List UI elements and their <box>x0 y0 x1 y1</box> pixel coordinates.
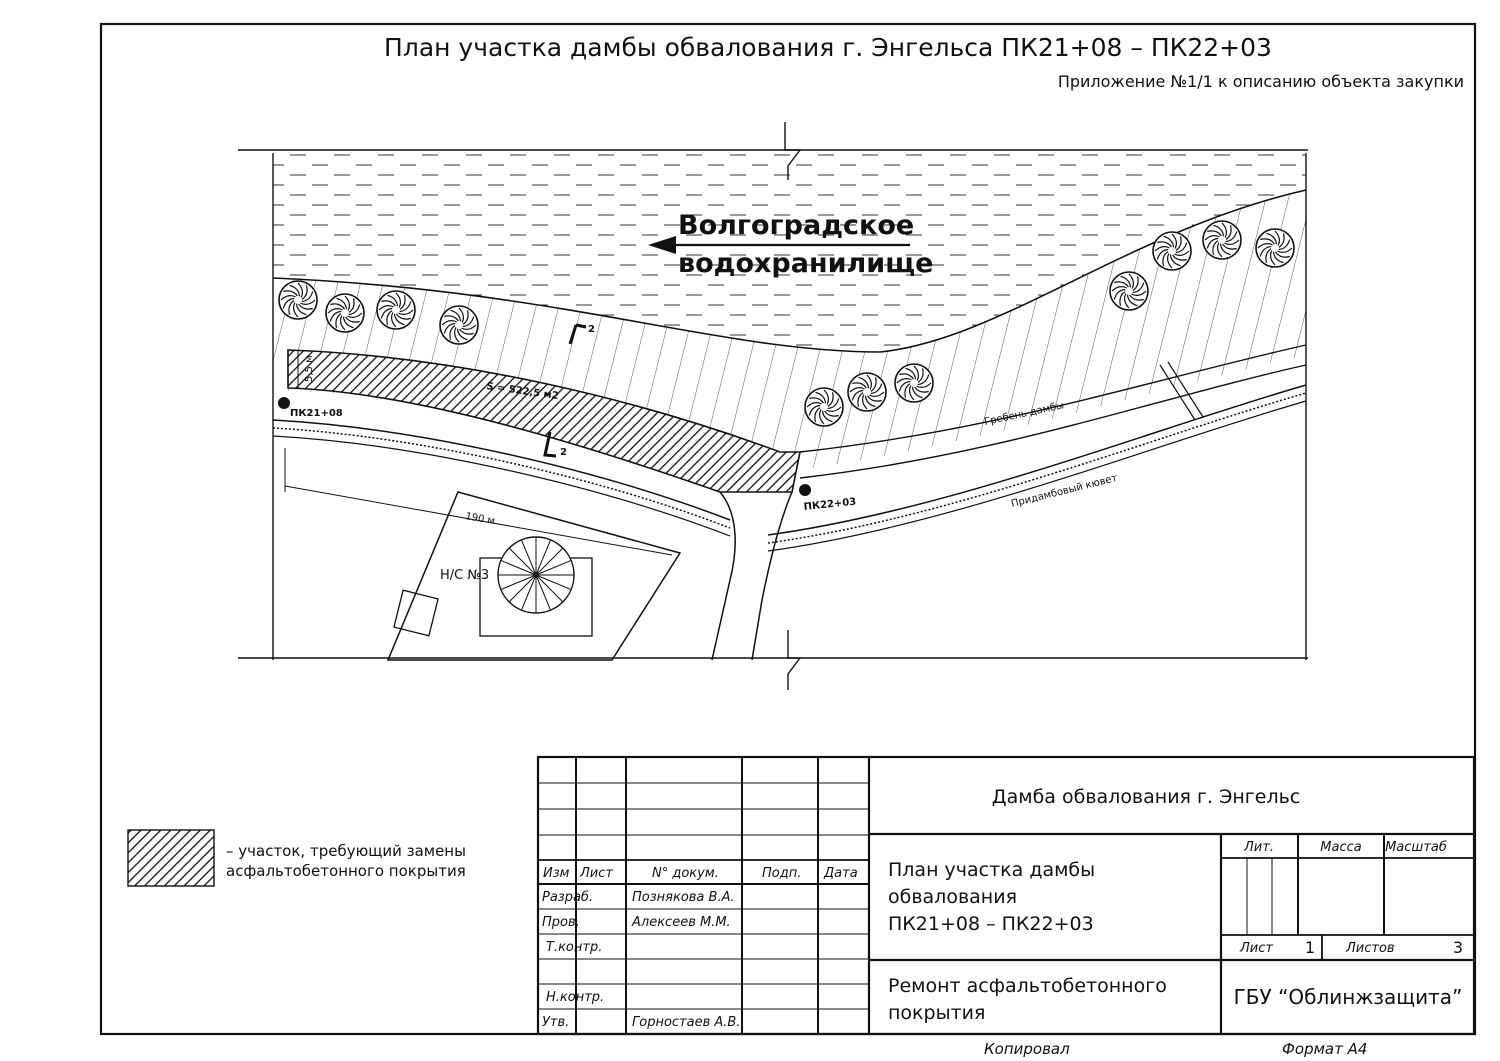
legend-text-1: – участок, требующий замены <box>226 842 466 860</box>
stamp-sheet-title-2: обвалования <box>888 886 1017 908</box>
length-label: 190 м <box>464 511 496 528</box>
role-2: Пров. <box>542 915 580 930</box>
role-3: Т.контр. <box>546 940 603 955</box>
footer-format: Формат А4 <box>1282 1040 1368 1058</box>
tree-icon <box>377 291 415 329</box>
footer-copied: Копировал <box>984 1040 1070 1058</box>
break-mark-bottom <box>788 630 800 690</box>
stamp-sheet-value: 1 <box>1304 938 1316 957</box>
reservoir-label-2: водохранилище <box>678 248 934 279</box>
tree-icon <box>1203 221 1241 259</box>
name-6: Горностаев А.В. <box>632 1015 741 1030</box>
station-label: Н/С №3 <box>440 568 490 583</box>
tree-icon <box>1110 272 1148 310</box>
access-road-right <box>752 492 792 660</box>
tree-icon <box>440 306 478 344</box>
hdr-izm: Изм <box>543 866 570 881</box>
stamp-scale: Масштаб <box>1385 840 1447 855</box>
stamp-sheet-title-1: План участка дамбы <box>888 859 1096 881</box>
area-label: S = 522,5 м2 <box>485 381 560 403</box>
pk-start-marker <box>278 397 290 409</box>
stamp-lit: Лит. <box>1244 840 1274 855</box>
tree-icon <box>326 294 364 332</box>
reservoir-label-1: Волгоградское <box>678 210 915 241</box>
hdr-podp: Подп. <box>762 866 802 881</box>
ditch-label: Придамбовый кювет <box>1010 472 1119 510</box>
stamp-sheet-title-3: ПК21+08 – ПК22+03 <box>888 913 1094 935</box>
legend-swatch <box>128 830 214 886</box>
tree-icon <box>279 281 317 319</box>
tree-icon <box>848 373 886 411</box>
tree-icon <box>805 388 843 426</box>
hdr-doc: N° докум. <box>652 866 719 881</box>
appendix-note: Приложение №1/1 к описанию объекта закупки <box>1057 72 1464 91</box>
hdr-date: Дата <box>824 866 858 881</box>
stamp-sheets-value: 3 <box>1452 938 1464 957</box>
tree-icon <box>895 364 933 402</box>
name-2: Алексеев М.М. <box>632 915 731 930</box>
role-6: Утв. <box>542 1015 570 1030</box>
stamp-object: Дамба обвалования г. Энгельс <box>991 786 1301 808</box>
stamp-org: ГБУ “Облинжзащита” <box>1233 985 1463 1009</box>
drawing-title: План участка дамбы обвалования г. Энгельса ПК21+08 – ПК22+03 <box>384 33 1272 62</box>
stamp-sheet-label: Лист <box>1240 941 1273 956</box>
section-mark-bottom-label: 2 <box>560 447 567 458</box>
tree-icon <box>1256 229 1294 267</box>
legend-text-2: асфальтобетонного покрытия <box>226 862 466 880</box>
stamp-work-1: Ремонт асфальтобетонного <box>888 975 1167 997</box>
role-1: Разраб. <box>542 890 594 905</box>
pk-start-label: ПК21+08 <box>290 408 343 419</box>
stamp-sheets-label: Листов <box>1346 941 1395 956</box>
tree-icon <box>1153 232 1191 270</box>
width-label: 5,5 м <box>304 355 315 382</box>
crest-label: Гребень дамбы <box>983 400 1066 428</box>
hdr-list: Лист <box>580 866 613 881</box>
pk-end-label: ПК22+03 <box>803 496 857 513</box>
section-mark-top-label: 2 <box>588 324 595 335</box>
station-tank-icon <box>498 537 574 613</box>
name-1: Познякова В.А. <box>632 890 735 905</box>
stamp-work-2: покрытия <box>888 1002 986 1024</box>
pk-end-marker <box>799 484 811 496</box>
stamp-mass: Масса <box>1320 840 1362 855</box>
role-5: Н.контр. <box>546 990 605 1005</box>
station-building <box>394 590 438 636</box>
